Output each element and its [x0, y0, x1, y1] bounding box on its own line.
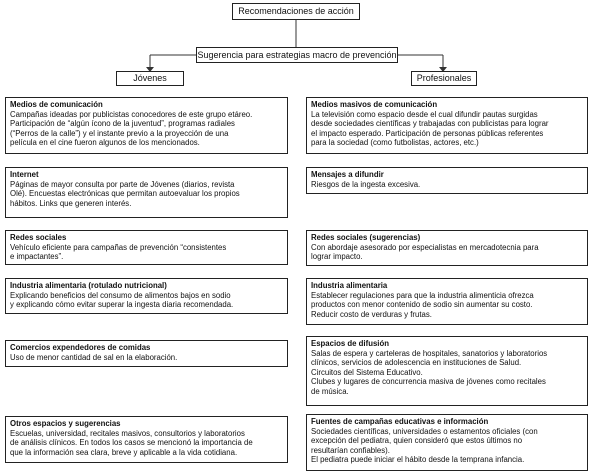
card-body: Establecer regulaciones para que la industria alimenticia ofrezca productos con menor contenido de sodio sin aumentar su costo. Reducir costo de verduras y frutas.: [311, 290, 534, 319]
card-body: Explicando beneficios del consumo de alimentos bajos en sodio y explicando cómo evitar superar la ingesta diaria recomendada.: [10, 290, 234, 309]
left-card-comercios: [5, 340, 288, 367]
card-title: Medios masivos de comunicación: [311, 100, 438, 109]
right-card-industria: [306, 278, 588, 325]
card-title: Redes sociales (sugerencias): [311, 233, 421, 242]
jovenes-label: Jóvenes: [133, 73, 167, 84]
left-card-medios: [5, 97, 288, 154]
card-body: Con abordaje asesorado por especialistas en mercadotecnia para lograr impacto.: [311, 242, 539, 261]
card-body: Riesgos de la ingesta excesiva.: [311, 179, 421, 189]
card-body: Salas de espera y carteleras de hospitales, sanatorios y laboratorios clínicos, servicios de adolescencia en instituciones de Salud. Circuitos del Sistema Educativo. Clubes y lugares de concurrencia masiva de jóvenes como recitales de música.: [311, 348, 548, 396]
root-node: [232, 3, 360, 20]
card-title: Fuentes de campañas educativas e información: [311, 417, 489, 426]
card-body: Uso de menor cantidad de sal en la elaboración.: [10, 352, 178, 362]
card-body: La televisión como espacio desde el cual difundir pautas surgidas desde sociedades científicas y trabajadas con publicistas para lograr el impacto esperado. Participación de personas públicas referentes para la sociedad (como futbolistas, actores, etc.): [311, 109, 549, 147]
left-card-otros: [5, 416, 288, 463]
card-body: Vehículo eficiente para campañas de prevención “consistentes e impactantes”.: [10, 242, 227, 261]
card-title: Industria alimentaria: [311, 281, 388, 290]
root-label: Recomendaciones de acción: [238, 6, 354, 17]
card-title: Espacios de difusión: [311, 339, 389, 348]
macro-strategy-label: Sugerencia para estrategias macro de prevención: [197, 49, 397, 60]
left-card-internet: [5, 167, 288, 218]
right-card-medios-masivos: [306, 97, 588, 154]
right-card-redes: [306, 230, 588, 266]
card-title: Mensajes a difundir: [311, 170, 384, 179]
card-title: Redes sociales: [10, 233, 67, 242]
card-body: Escuelas, universidad, recitales masivos, consultorios y laboratorios de análisis clínicos. En todos los casos se mencionó la importancia de que la información sea clara, breve y aplicable a la vida cotidiana.: [10, 428, 253, 457]
right-card-mensajes: [306, 167, 588, 194]
macro-strategy-node: [196, 47, 398, 63]
jovenes-node: [116, 71, 184, 86]
card-title: Otros espacios y sugerencias: [10, 419, 121, 428]
card-title: Medios de comunicación: [10, 100, 103, 109]
right-card-espacios: [306, 336, 588, 406]
profesionales-label: Profesionales: [416, 73, 472, 84]
left-card-industria: [5, 278, 288, 314]
card-body: Páginas de mayor consulta por parte de Jóvenes (diarios, revista Olé). Encuestas electrónicas que permitan autoevaluar los propios hábitos. Links que generen interés.: [10, 179, 240, 208]
card-body: Sociedades científicas, universidades o estamentos oficiales (con excepción del pediatra, quien consideró que estos últimos no resultarían confiables). El pediatra puede iniciar el hábito desde la temprana infancia.: [311, 426, 538, 464]
right-card-fuentes: [306, 414, 588, 471]
profesionales-node: [411, 71, 477, 86]
left-card-redes: [5, 230, 288, 265]
card-title: Comercios expendedores de comidas: [10, 343, 151, 352]
card-title: Industria alimentaria (rotulado nutricional): [10, 281, 167, 290]
card-body: Campañas ideadas por publicistas conocedores de este grupo etáreo. Participación de “algún ícono de la juventud”, programas radiales (“Perros de la calle”) y el instante previo a la proyección de una película en el cine fueron algunos de los mencionados.: [10, 109, 253, 147]
card-title: Internet: [10, 170, 39, 179]
